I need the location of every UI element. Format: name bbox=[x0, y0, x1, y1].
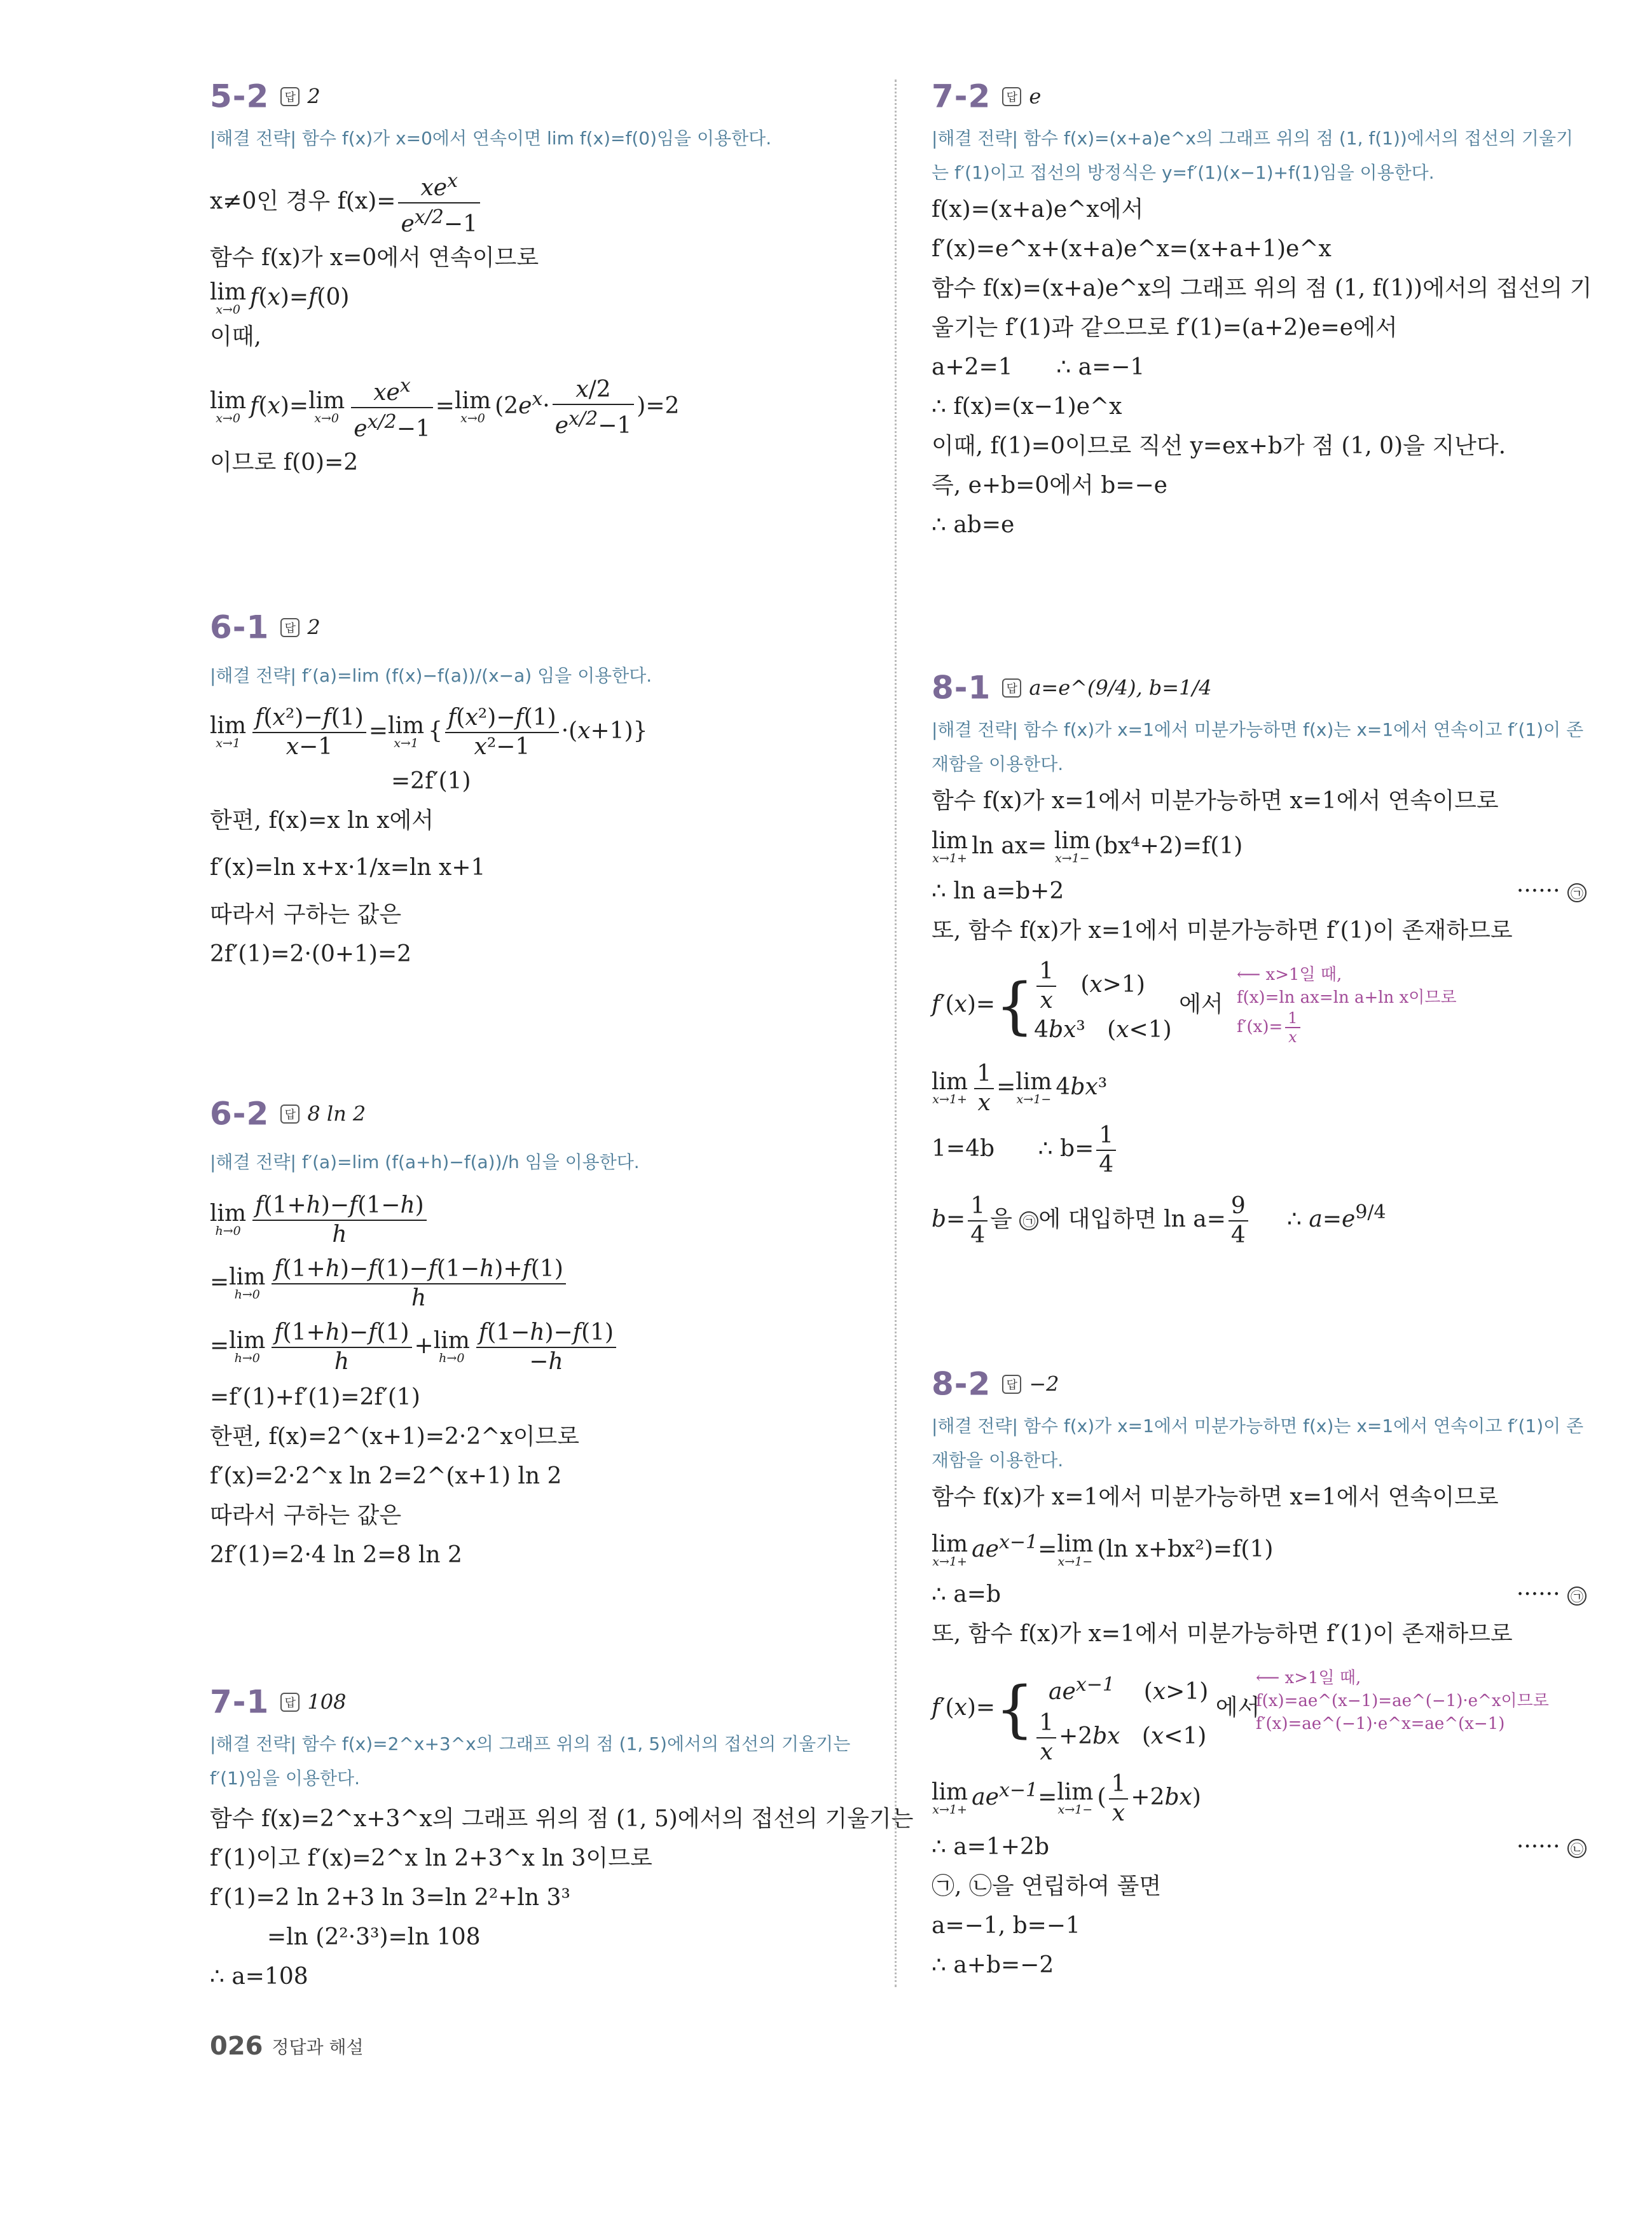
solution-line: a=−1, b=−1 bbox=[932, 1913, 1080, 1939]
problem-answer: 2 bbox=[307, 84, 320, 109]
problem-number: 6-2 bbox=[210, 1095, 270, 1132]
answer-icon: 답 bbox=[1002, 1375, 1021, 1394]
solution-line: 이때, f(1)=0이므로 직선 y=ex+b가 점 (1, 0)을 지난다. bbox=[932, 433, 1506, 459]
solution-line: lim h→0 $\frac{f(1+h)-f(1-h)}{h}$ bbox=[210, 1187, 865, 1251]
solution-line: 2f′(1)=2·(0+1)=2 bbox=[210, 941, 412, 967]
equation-marker: ······ ㉡ bbox=[1517, 1827, 1587, 1867]
solution-line: ∴ ln a=b+2 ······ ㉠ bbox=[932, 872, 1587, 911]
solution-line: 이므로 f(0)=2 bbox=[210, 450, 359, 476]
solution-line: lim x→0 f(x)=lim x→0 $\frac{xe^x}{e^{x/2}-1}$ =lim x→0 ($2e^x\cdot$ $\frac{x/2}{e^{x/2}-1}$ )=2 bbox=[210, 364, 865, 443]
problem-number: 7-1 bbox=[210, 1683, 270, 1721]
answer-icon: 답 bbox=[280, 1105, 299, 1124]
problem-header bbox=[932, 664, 1587, 710]
problem-answer: e bbox=[1029, 84, 1042, 109]
answer-icon: 답 bbox=[280, 618, 299, 637]
problem-number: 7-2 bbox=[932, 78, 991, 115]
solution-line: 함수 f(x)가 x=1에서 미분가능하면 x=1에서 연속이므로 bbox=[932, 788, 1499, 814]
problem-6-2 bbox=[210, 1091, 865, 1575]
solution-line: lim x→1+ $ae^{x-1}=\lim$ x→1− (ln x+bx²)=f(1) bbox=[932, 1531, 1274, 1569]
solution-line: f′(x)=ln x+x·1/x=ln x+1 bbox=[210, 855, 486, 881]
problem-answer: −2 bbox=[1029, 1372, 1059, 1396]
marker-circle-1: ㉠ bbox=[1567, 883, 1587, 902]
solution-line: f′(1)이고 f′(x)=2^x ln 2+3^x ln 3이므로 bbox=[210, 1845, 652, 1871]
problem-answer: 2 bbox=[307, 615, 320, 640]
solution-line: 따라서 구하는 값은 bbox=[210, 1503, 402, 1529]
problem-number: 8-2 bbox=[932, 1365, 991, 1403]
solution-line: 즉, e+b=0에서 b=−e bbox=[932, 472, 1167, 499]
problem-header bbox=[210, 1091, 865, 1136]
problem-header bbox=[932, 1361, 1587, 1407]
solution-line: 따라서 구하는 값은 bbox=[210, 902, 402, 928]
solution-line: =lim h→0 $\frac{f(1+h)-f(1)-f(1-h)+f(1)}{h}$ bbox=[210, 1251, 865, 1314]
solution-line: ∴ a+b=−2 bbox=[932, 1952, 1054, 1978]
solution-line: lim x→1+ ln ax= lim x→1− (bx⁴+2)=f(1) bbox=[932, 828, 1243, 865]
solution-line: ∴ a=108 bbox=[210, 1964, 308, 1990]
problem-8-2 bbox=[932, 1361, 1587, 1985]
problem-header bbox=[210, 73, 865, 119]
problem-header bbox=[210, 604, 865, 650]
piecewise-derivative: f′(x)={ $\frac{1}{x}$ (x>1) 4bx³ (x<1) 에서 ⟵ x>1일 때, f(x)=ln ax=ln a+ln x이므로 f′(x)= $\frac{1}{x}$ bbox=[932, 958, 1457, 1046]
solution-line: 1=4b ∴ b= $\frac{1}{4}$ bbox=[932, 1117, 1587, 1181]
marker-circle-2: ㉡ bbox=[1567, 1839, 1587, 1858]
problem-7-2 bbox=[932, 73, 1592, 545]
problem-5-2 bbox=[210, 73, 865, 483]
solution-line: f′(1)=2 ln 2+3 ln 3=ln 2²+ln 3³ bbox=[210, 1885, 570, 1911]
solution-strategy: |해결 전략| 함수 f(x)가 x=1에서 미분가능하면 f(x)는 x=1에서 연속이고 f′(1)이 존재함을 이용한다. bbox=[932, 1415, 1584, 1471]
solution-line: b= $\frac{1}{4}$ 을 ㉠ 에 대입하면 ln a= $\frac{9}{4}$ ∴ $a=e^{9/4}$ bbox=[932, 1193, 1386, 1248]
marker-circle-1: ㉠ bbox=[1567, 1586, 1587, 1606]
solution-line: f(x)=(x+a)e^x에서 bbox=[932, 196, 1144, 223]
problem-answer: 108 bbox=[307, 1690, 347, 1714]
problem-header bbox=[210, 1679, 865, 1724]
side-note: ⟵ x>1일 때, f(x)=ae^(x−1)=ae^(−1)·e^x이므로 f′(x)=ae^(−1)·e^x=ae^(x−1) bbox=[1256, 1669, 1549, 1733]
solution-line: lim x→1 $\frac{\text{f(x²)−f(1)}}{x-1}$ =lim x→1 { $\frac{\text{f(x²)−f(1)}}{\text{x²−1}}$ ·(x+1)} bbox=[210, 705, 648, 760]
solution-line: lim x→0 f(x)=f(0) bbox=[210, 279, 350, 317]
solution-strategy: |해결 전략| 함수 f(x)=2^x+3^x의 그래프 위의 점 (1, 5)에서의 접선의 기울기는 f′(1)임을 이용한다. bbox=[210, 1733, 851, 1789]
solution-line: =2f′(1) bbox=[391, 768, 471, 794]
page-footer bbox=[210, 2032, 364, 2061]
problem-number: 6-1 bbox=[210, 609, 270, 646]
page-number: 026 bbox=[210, 2032, 263, 2061]
solution-line: 또, 함수 f(x)가 x=1에서 미분가능하면 f′(1)이 존재하므로 bbox=[932, 918, 1513, 944]
solution-line: ㉠, ㉡을 연립하여 풀면 bbox=[932, 1873, 1162, 1899]
problem-7-1 bbox=[210, 1679, 914, 1997]
solution-line: 또, 함수 f(x)가 x=1에서 미분가능하면 f′(1)이 존재하므로 bbox=[932, 1621, 1513, 1647]
answer-icon: 답 bbox=[1002, 678, 1021, 698]
solution-line: 이때, bbox=[210, 324, 261, 350]
equation-marker: ······ ㉠ bbox=[1517, 1575, 1587, 1614]
solution-line: =ln (2²·3³)=ln 108 bbox=[267, 1924, 481, 1950]
problem-8-1 bbox=[932, 664, 1587, 1251]
answer-icon: 답 bbox=[280, 87, 299, 106]
column-divider bbox=[895, 79, 897, 1987]
problem-answer: 8 ln 2 bbox=[307, 1101, 366, 1126]
solution-line: 함수 f(x)=2^x+3^x의 그래프 위의 점 (1, 5)에서의 접선의 기울기는 bbox=[210, 1806, 914, 1832]
footer-label: 정답과 해설 bbox=[272, 2037, 364, 2058]
answer-icon: 답 bbox=[1002, 87, 1021, 106]
solution-line: 한편, f(x)=2^(x+1)=2·2^x이므로 bbox=[210, 1424, 580, 1450]
problem-number: 8-1 bbox=[932, 669, 991, 706]
solution-line: 한편, f(x)=x ln x에서 bbox=[210, 808, 434, 834]
solution-line: 함수 f(x)=(x+a)e^x의 그래프 위의 점 (1, f(1))에서의 접선의 기 bbox=[932, 275, 1592, 301]
solution-line: x≠0인 경우 f(x)= $\frac{xe^x}{e^{x/2}-1}$ bbox=[210, 167, 865, 238]
problem-answer: a=e^(9/4), b=1/4 bbox=[1029, 675, 1212, 700]
solution-line: f′(x)=2·2^x ln 2=2^(x+1) ln 2 bbox=[210, 1463, 562, 1489]
solution-line: 2f′(1)=2·4 ln 2=8 ln 2 bbox=[210, 1542, 462, 1568]
solution-line: ∴ a=b ······ ㉠ bbox=[932, 1575, 1587, 1614]
equation-marker: ······ ㉠ bbox=[1517, 872, 1587, 911]
solution-line: ∴ f(x)=(x−1)e^x bbox=[932, 394, 1122, 420]
solution-line: 함수 f(x)가 x=1에서 미분가능하면 x=1에서 연속이므로 bbox=[932, 1484, 1499, 1510]
problem-6-1 bbox=[210, 604, 865, 974]
solution-strategy: |해결 전략| 함수 f(x)가 x=1에서 미분가능하면 f(x)는 x=1에서 연속이고 f′(1)이 존재함을 이용한다. bbox=[932, 719, 1584, 774]
solution-line: f′(x)=e^x+(x+a)e^x=(x+a+1)e^x bbox=[932, 236, 1332, 262]
solution-line: ∴ a=1+2b ······ ㉡ bbox=[932, 1827, 1587, 1867]
solution-line: ∴ ab=e bbox=[932, 512, 1015, 538]
piecewise-derivative: f′(x)={ $ae^{x-1}$ (x>1) $\frac{1}{x}$ +2bx (x<1) 에서 ⟵ x>1일 때, f(x)=ae^(x−1)=ae^(−1)·e^x이므로 f′(x)=ae^(−1)·e^x=ae^(x−1) bbox=[932, 1654, 1587, 1762]
side-note: ⟵ x>1일 때, f(x)=ln ax=ln a+ln x이므로 f′(x)= $\frac{1}{x}$ bbox=[1237, 965, 1457, 1046]
solution-strategy: |해결 전략| f′(a)=lim (f(x)−f(a))/(x−a) 임을 이용한다. bbox=[210, 665, 652, 686]
solution-line: a+2=1 ∴ a=−1 bbox=[932, 354, 1145, 380]
solution-line: =lim h→0 $\frac{f(1+h)-f(1)}{h}$ +lim h→0 $\frac{f(1-h)-f(1)}{-h}$ bbox=[210, 1314, 865, 1378]
solution-line: 울기는 f′(1)과 같으므로 f′(1)=(a+2)e=e에서 bbox=[932, 315, 1398, 341]
solution-strategy: |해결 전략| f′(a)=lim (f(a+h)−f(a))/h 임을 이용한다. bbox=[210, 1152, 640, 1173]
solution-line: 함수 f(x)가 x=0에서 연속이므로 bbox=[210, 245, 539, 271]
solution-line: lim x→1+ $\frac{1}{x}$ =lim x→1− 4bx³ bbox=[932, 1061, 1108, 1116]
solution-line: lim x→1+ $ae^{x-1}=\lim$ x→1− ( $\frac{1}{x}$ +2bx) bbox=[932, 1771, 1201, 1826]
solution-strategy: |해결 전략| 함수 f(x)=(x+a)e^x의 그래프 위의 점 (1, f(1))에서의 접선의 기울기는 f′(1)이고 접선의 방정식은 y=f′(1)(x−1)+f(1)임을 이용한다. bbox=[932, 128, 1574, 183]
solution-line: =f′(1)+f′(1)=2f′(1) bbox=[210, 1384, 420, 1410]
problem-number: 5-2 bbox=[210, 78, 270, 115]
solution-strategy: |해결 전략| 함수 f(x)가 x=0에서 연속이면 lim f(x)=f(0)임을 이용한다. bbox=[210, 128, 772, 149]
problem-header bbox=[932, 73, 1587, 119]
answer-icon: 답 bbox=[280, 1693, 299, 1712]
